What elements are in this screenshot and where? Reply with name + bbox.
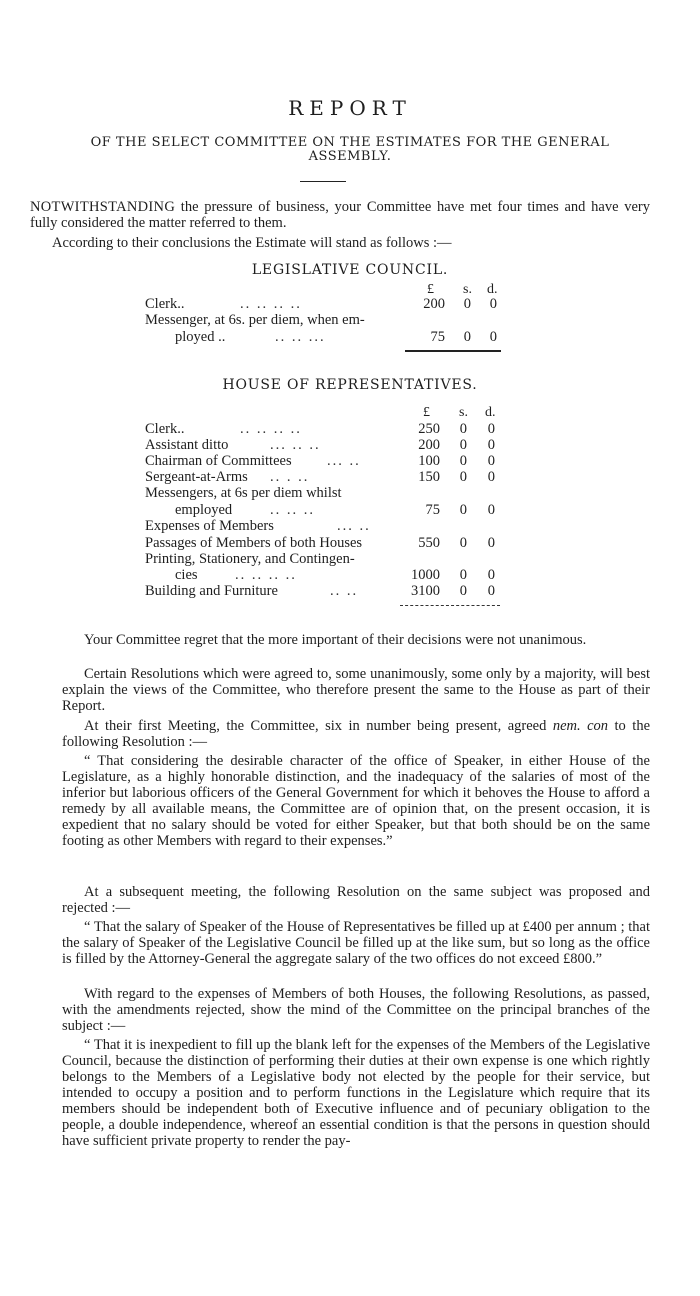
- table-row: [145, 583, 515, 599]
- row-pence: 0: [489, 296, 497, 312]
- report-subtitle: [40, 136, 660, 164]
- row-pence: 0: [487, 421, 495, 437]
- report-title: REPORT: [288, 96, 412, 120]
- intro-lead-word: NOTWITHSTANDING: [30, 199, 176, 215]
- row-shillings: 0: [459, 469, 467, 485]
- row-leader: ... ..: [327, 453, 361, 469]
- table-row: [145, 535, 515, 551]
- row-pence: 0: [487, 567, 495, 583]
- table-row: [145, 551, 515, 567]
- row-leader: ... ..: [337, 518, 371, 534]
- paragraph-subsequent-meeting: At a subsequent meeting, the following Resolution on the same subject was proposed and rejected :—: [62, 884, 650, 916]
- row-leader: .. . ..: [270, 469, 310, 485]
- row-pounds: 150: [418, 469, 440, 485]
- paragraph-member-expenses: With regard to the expenses of Members of both Houses, the following Resolutions, as passed, with the amendments rejected, show the mind of the Committee on the principal branches of the subject :—: [62, 986, 650, 1034]
- row-leader: .. .. .. ..: [235, 567, 297, 583]
- row-label: Chairman of Committees: [145, 453, 292, 469]
- row-pounds: 3100: [411, 583, 440, 599]
- resolution-speaker-salary-rejected: “ That the salary of Speaker of the House of Representatives be filled up at £400 per annum ; that the salary of Speaker of the Legislative Council be filled up at the like sum, but so long as the office is filled by the Attorney-General the aggregate salary of the two offices do not exceed £800.”: [62, 919, 650, 967]
- house-of-representatives-table: [145, 405, 515, 605]
- row-label: Passages of Members of both Houses: [145, 535, 363, 551]
- row-pounds: 550: [418, 535, 440, 551]
- table-row: [145, 312, 515, 328]
- subtitle-line-2: ASSEMBLY.: [308, 149, 392, 164]
- row-shillings: 0: [463, 329, 471, 345]
- row-label: Messenger, at 6s. per diem, when em-: [145, 312, 365, 328]
- row-pounds: 75: [425, 502, 440, 518]
- table-row: [145, 421, 515, 437]
- row-label: Building and Furniture: [145, 583, 278, 599]
- row-pounds: 75: [430, 329, 445, 345]
- table-row: [145, 296, 515, 312]
- table-row: [145, 567, 515, 583]
- intro-paragraph: [30, 199, 650, 231]
- row-shillings: 0: [459, 437, 467, 453]
- col-header-shillings: s.: [459, 405, 468, 420]
- row-label: Assistant ditto: [145, 437, 229, 453]
- first-meeting-text-end: to the following Resolution :—: [62, 718, 651, 750]
- row-pounds: 1000: [411, 567, 440, 583]
- row-leader: .. .. ...: [275, 329, 326, 345]
- table-row: [145, 502, 515, 518]
- legislative-council-table: [145, 282, 515, 372]
- row-shillings: 0: [463, 296, 471, 312]
- table-row: [145, 518, 515, 534]
- row-pence: 0: [487, 535, 495, 551]
- row-shillings: 0: [459, 567, 467, 583]
- col-header-pence: d.: [485, 405, 496, 420]
- nem-con-phrase: nem. con: [552, 718, 609, 734]
- first-meeting-text: At their first Meeting, the Committee, six in number being present, agreed: [84, 718, 553, 734]
- table-row: [145, 453, 515, 469]
- subtitle-line-1: OF THE SELECT COMMITTEE ON THE ESTIMATES FOR THE GENERAL: [90, 135, 610, 150]
- row-pence: 0: [487, 453, 495, 469]
- row-shillings: 0: [459, 453, 467, 469]
- row-shillings: 0: [459, 583, 467, 599]
- paragraph-regret: Your Committee regret that the more important of their decisions were not unanimous.: [84, 632, 587, 648]
- paragraph-resolutions: Certain Resolutions which were agreed to, some unanimously, some only by a majority, will best explain the views of the Committee, who therefore present the same to the House as part of their Report.: [62, 666, 650, 714]
- col-header-pence: d.: [487, 282, 498, 297]
- estimate-intro: According to their conclusions the Estimate will stand as follows :—: [52, 235, 452, 251]
- row-label: employed: [175, 502, 233, 518]
- row-label: Clerk..: [145, 296, 185, 312]
- row-pounds: 200: [418, 437, 440, 453]
- row-leader: .. .. .. ..: [240, 421, 302, 437]
- row-pence: 0: [487, 437, 495, 453]
- row-shillings: 0: [459, 502, 467, 518]
- title-divider: [300, 181, 346, 182]
- row-label: Sergeant-at-Arms: [145, 469, 248, 485]
- row-pounds: 200: [423, 296, 445, 312]
- row-pence: 0: [487, 583, 495, 599]
- paragraph-first-meeting: [62, 718, 650, 750]
- row-leader: .. .. .. ..: [240, 296, 302, 312]
- row-pounds: 100: [418, 453, 440, 469]
- resolution-council-expenses: “ That it is inexpedient to fill up the blank left for the expenses of the Members of the Legislative Council, because the distinction of performing their duties at their own expense is one which rightly belongs to the Members of a Legislative body not elected by the people for their service, but intended to occupy a position and to perform functions in the Legislature which require that its members should be independent both of Executive influence and of pecuniary obligation to the people, a double independence, whereof an essential condition is that the persons in question should have sufficient private property to render the pay-: [62, 1037, 650, 1149]
- table-row: [145, 469, 515, 485]
- legislative-council-heading: LEGISLATIVE COUNCIL.: [251, 262, 449, 278]
- house-total-rule: [400, 605, 500, 606]
- row-label: Messengers, at 6s per diem whilst: [145, 485, 342, 501]
- row-label: Printing, Stationery, and Contingen-: [145, 551, 355, 567]
- col-header-pounds: £: [423, 405, 430, 420]
- row-leader: ... .. ..: [270, 437, 321, 453]
- table-row: [145, 437, 515, 453]
- row-leader: .. ..: [330, 583, 359, 599]
- table-row: [145, 329, 515, 345]
- house-of-representatives-heading: HOUSE OF REPRESENTATIVES.: [222, 377, 478, 393]
- row-label: Clerk..: [145, 421, 185, 437]
- col-header-shillings: s.: [463, 282, 472, 297]
- row-shillings: 0: [459, 421, 467, 437]
- row-label: cies: [175, 567, 198, 583]
- row-pence: 0: [487, 469, 495, 485]
- row-label: Expenses of Members: [145, 518, 274, 534]
- row-pence: 0: [489, 329, 497, 345]
- row-leader: .. .. ..: [270, 502, 315, 518]
- row-label: ployed ..: [175, 329, 226, 345]
- col-header-pounds: £: [427, 282, 434, 297]
- row-pounds: 250: [418, 421, 440, 437]
- row-pence: 0: [487, 502, 495, 518]
- intro-text: the pressure of business, your Committee have met four times and have very fully considered the matter referred to them.: [30, 199, 650, 231]
- resolution-speaker-no-salary: “ That considering the desirable character of the office of Speaker, in either House of the Legislature, as a highly honorable distinction, and the inadequacy of the salaries of most of the inferior but laborious officers of the General Government for which it behoves the House to afford a remedy by all available means, the Committee are of opinion that, on the present occasion, it is expedient that no salary should be voted for either Speaker, but that both should be on the same footing as other Members with regard to their expenses.”: [62, 753, 650, 849]
- legislative-total-rule: [405, 350, 501, 352]
- table-row: [145, 485, 515, 501]
- row-shillings: 0: [459, 535, 467, 551]
